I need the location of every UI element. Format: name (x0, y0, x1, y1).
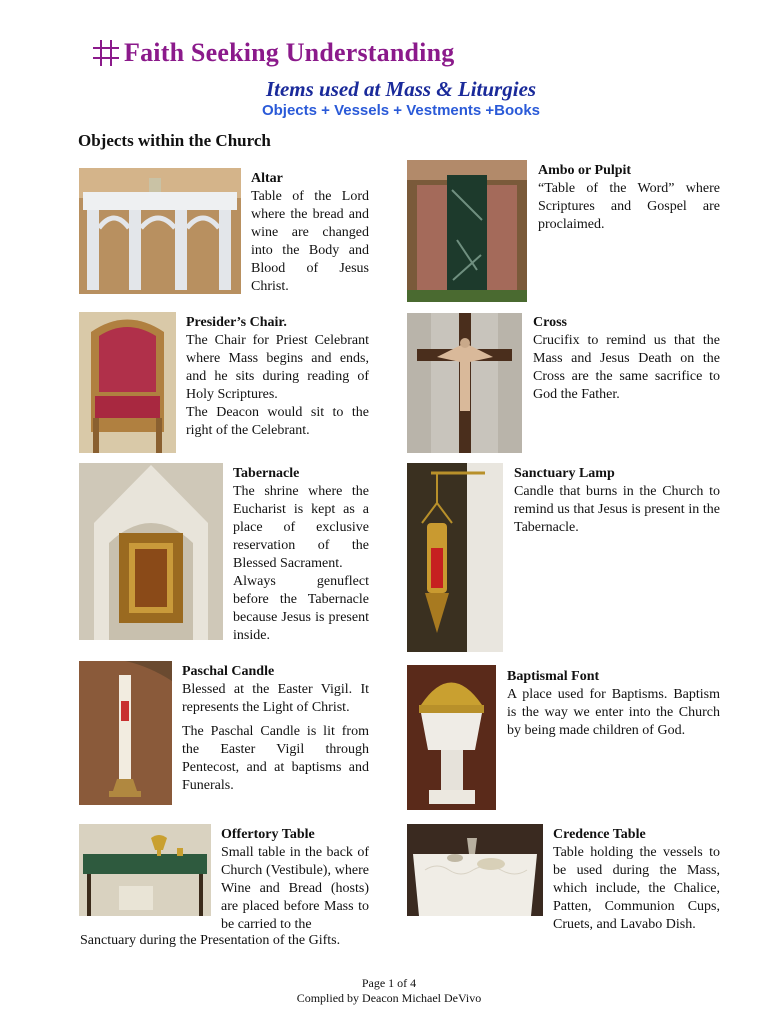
sanctuary-lamp-description: Candle that burns in the Church to remind us that Jesus is present in the Tabernacle. (514, 484, 720, 535)
tabernacle-title: Tabernacle (233, 466, 300, 481)
credence-table-description: Table holding the vessels to be used during the Mass, which include, the Chalice, Patten, Communion Cups, Cruets, and Lavabo Dish. (553, 845, 720, 932)
sanctuary-lamp-text (514, 465, 720, 537)
presider-chair-title: Presider’s Chair. (186, 315, 287, 330)
cross-text (533, 314, 720, 404)
cross-title: Cross (533, 315, 567, 330)
ambo-photo (407, 160, 527, 302)
paschal-candle-description: Blessed at the Easter Vigil. It represents the Light of Christ. (182, 682, 369, 715)
ambo-text (538, 162, 720, 234)
cross-logo-icon (92, 38, 120, 68)
altar-text (251, 170, 369, 296)
altar-photo (79, 168, 241, 294)
offertory-table-description: Small table in the back of Church (Vestibule), where Wine and Bread (hosts) are placed before Mass to be carried to the (221, 845, 369, 932)
tabernacle-photo (79, 463, 223, 640)
brand-header (92, 38, 454, 68)
presider-chair-description-2: The Deacon would sit to the right of the Celebrant. (186, 405, 369, 438)
paschal-candle-description-2: The Paschal Candle is lit from the Easter Vigil through Pentecost, and at baptisms and Funerals. (182, 724, 369, 793)
baptismal-font-description: A place used for Baptisms. Baptism is the way we enter into the Church by being made children of God. (507, 687, 720, 738)
ambo-title: Ambo or Pulpit (538, 163, 632, 178)
page-subtitle: Objects + Vessels + Vestments +Books (261, 102, 541, 119)
tabernacle-text (233, 465, 369, 645)
sanctuary-lamp-title: Sanctuary Lamp (514, 466, 615, 481)
cross-photo (407, 313, 522, 453)
credence-table-photo (407, 824, 543, 916)
baptismal-font-title: Baptismal Font (507, 669, 600, 684)
offertory-table-photo (79, 824, 211, 916)
tabernacle-description-2: Always genuflect before the Tabernacle because Jesus is present inside. (233, 574, 369, 643)
cross-description: Crucifix to remind us that the Mass and Jesus Death on the Cross are the same sacrifice to God the Father. (533, 333, 720, 402)
tabernacle-description: The shrine where the Eucharist is kept as a place of exclusive reservation of the Blessed Sacrament. (233, 484, 369, 571)
compiler-credit: Complied by Deacon Michael DeVivo (296, 991, 482, 1005)
page-number: Page 1 of 4 (361, 976, 417, 990)
ambo-description: “Table of the Word” where Scriptures and Gospel are proclaimed. (538, 181, 720, 232)
brand-title: Faith Seeking Understanding (124, 38, 455, 67)
paschal-candle-title: Paschal Candle (182, 664, 275, 679)
paschal-candle-photo (79, 661, 172, 805)
page-footer (0, 976, 768, 1006)
offertory-table-text (221, 826, 369, 934)
offertory-table-text-tail: Sanctuary during the Presentation of the Gifts. (80, 933, 341, 948)
section-heading: Objects within the Church (78, 131, 271, 150)
altar-title: Altar (251, 171, 283, 186)
sanctuary-lamp-photo (407, 463, 503, 652)
presider-chair-description: The Chair for Priest Celebrant where Mass begins and ends, and he sits during reading of Holy Scriptures. (186, 333, 369, 402)
credence-table-text (553, 826, 720, 934)
credence-table-title: Credence Table (553, 827, 646, 842)
baptismal-font-photo (407, 665, 496, 810)
page-title: Items used at Mass & Liturgies (265, 77, 537, 101)
paschal-candle-text (182, 663, 369, 795)
presider-chair-text (186, 314, 369, 440)
baptismal-font-text (507, 668, 720, 740)
offertory-table-title: Offertory Table (221, 827, 315, 842)
altar-description: Table of the Lord where the bread and wine are changed into the Body and Blood of Jesus Christ. (251, 189, 369, 294)
presider-chair-photo (79, 312, 176, 453)
